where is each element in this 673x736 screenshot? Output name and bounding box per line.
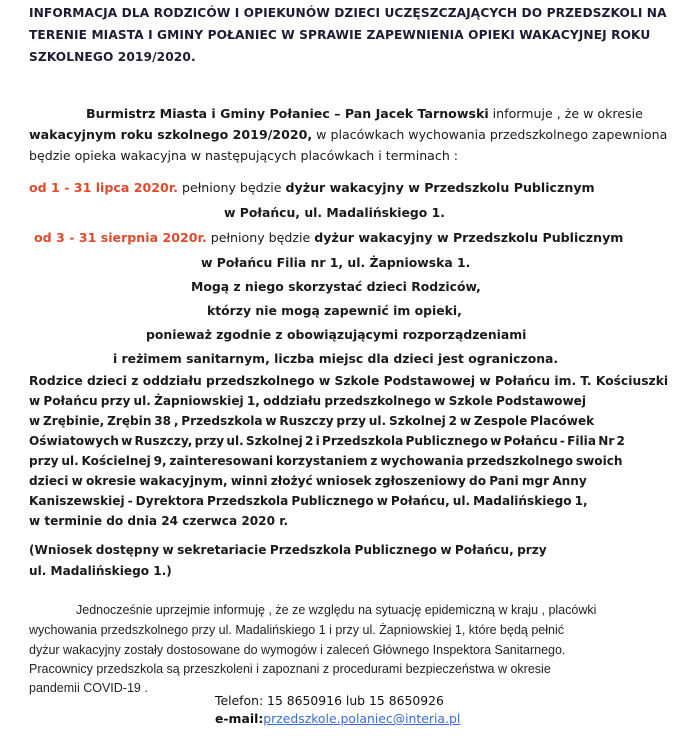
application-line-4: Oświatowych w Ruszczy, przy ul. Szkolnej 2 i Przedszkola Publicznego w Połańcu - Filia Nr 2 <box>29 434 625 448</box>
application-line-6: dzieci w okresie wakacyjnym, winni złożyć wniosek zgłoszeniowy do Pani mgr Anny <box>29 474 587 488</box>
covid-line-2: wychowania przedszkolnego przy ul. Madalińskiego 1 i przy ul. Żapniowskiej 1, które będą pełnić <box>29 623 564 637</box>
mayor-name: Burmistrz Miasta i Gminy Połaniec – Pan Jacek Tarnowski <box>86 106 489 121</box>
application-line-7: Kaniszewskiej - Dyrektora Przedszkola Publicznego w Połańcu, ul. Madalińskiego 1, <box>29 494 588 508</box>
contact-email-line <box>215 711 460 726</box>
duty-august-location: w Połańcu Filia nr 1, ul. Żapniowska 1. <box>201 255 471 270</box>
covid-line-3: dyżur wakacyjny zostały dostosowane do wymogów i zaleceń Głównego Inspektora Sanitarnego. <box>29 643 566 657</box>
notice-line-3: ponieważ zgodnie z obowiązującymi rozporządzeniami <box>146 327 527 342</box>
application-line-3: w Zrębinie, Zrębin 38 , Przedszkola w Ruszczy przy ul. Szkolnej 2 w Zespole Placówek <box>29 414 595 428</box>
duty-august-bold: dyżur wakacyjny w Przedszkolu Publicznym <box>314 230 624 245</box>
availability-line-1: (Wniosek dostępny w sekretariacie Przedszkola Publicznego w Połańcu, przy <box>29 543 547 557</box>
contact-email-link[interactable]: przedszkole.polaniec@interia.pl <box>263 711 461 726</box>
application-deadline: w terminie do dnia 24 czerwca 2020 r. <box>29 514 289 528</box>
duty-july-location: w Połańcu, ul. Madalińskiego 1. <box>224 205 445 220</box>
duty-july-middle: pełniony będzie <box>177 180 286 195</box>
covid-line-5: pandemii COVID-19 . <box>29 681 148 695</box>
intro-line-1 <box>86 106 643 121</box>
covid-line-4: Pracownicy przedszkola są przeszkoleni i zapoznani z procedurami bezpieczeństwa w okresie <box>29 662 551 676</box>
notice-line-4: i reżimem sanitarnym, liczba miejsc dla dzieci jest ograniczona. <box>113 351 559 366</box>
duty-august-line <box>34 230 623 245</box>
application-line-2: w Połańcu przy ul. Żapniowskiej 1, oddziału przedszkolnego w Szkole Podstawowej <box>29 394 586 408</box>
notice-line-2: którzy nie mogą zapewnić im opieki, <box>207 303 462 318</box>
intro-line-2-rest: w placówkach wychowania przedszkolnego zapewniona <box>312 127 668 142</box>
notice-line-1: Mogą z niego skorzystać dzieci Rodziców, <box>191 279 481 294</box>
intro-line-3: będzie opieka wakacyjna w następujących placówkach i terminach : <box>29 148 459 163</box>
application-line-1: Rodzice dzieci z oddziału przedszkolnego w Szkole Podstawowej w Połańcu im. T. Kościuszki <box>29 374 669 388</box>
title-line-3: SZKOLNEGO 2019/2020. <box>29 50 196 64</box>
contact-email-label: e-mail: <box>215 711 264 726</box>
covid-line-1: Jednocześnie uprzejmie informuję , że ze względu na sytuację epidemiczną w kraju , placówki <box>76 603 597 617</box>
duty-july-line <box>29 180 595 195</box>
duty-july-dates: od 1 - 31 lipca 2020r. <box>29 180 178 195</box>
title-line-2: TERENIE MIASTA I GMINY POŁANIEC W SPRAWIE ZAPEWNIENIA OPIEKI WAKACYJNEJ ROKU <box>29 28 651 42</box>
intro-school-year: wakacyjnym roku szkolnego 2019/2020, <box>29 127 313 142</box>
contact-phone: Telefon: 15 8650916 lub 15 8650926 <box>215 693 444 708</box>
duty-august-dates: od 3 - 31 sierpnia 2020r. <box>34 230 207 245</box>
availability-line-2: ul. Madalińskiego 1.) <box>29 564 172 578</box>
intro-line-2 <box>29 127 667 142</box>
duty-july-bold: dyżur wakacyjny w Przedszkolu Publicznym <box>285 180 595 195</box>
duty-august-middle: pełniony będzie <box>206 230 315 245</box>
title-line-1: INFORMACJA DLA RODZICÓW I OPIEKUNÓW DZIECI UCZĘSZCZAJĄCYCH DO PRZEDSZKOLI NA <box>29 6 667 20</box>
intro-line-1-rest: informuje , że w okresie <box>488 106 643 121</box>
application-line-5: przy ul. Kościelnej 9, zainteresowani korzystaniem z wychowania przedszkolnego swoich <box>29 454 623 468</box>
